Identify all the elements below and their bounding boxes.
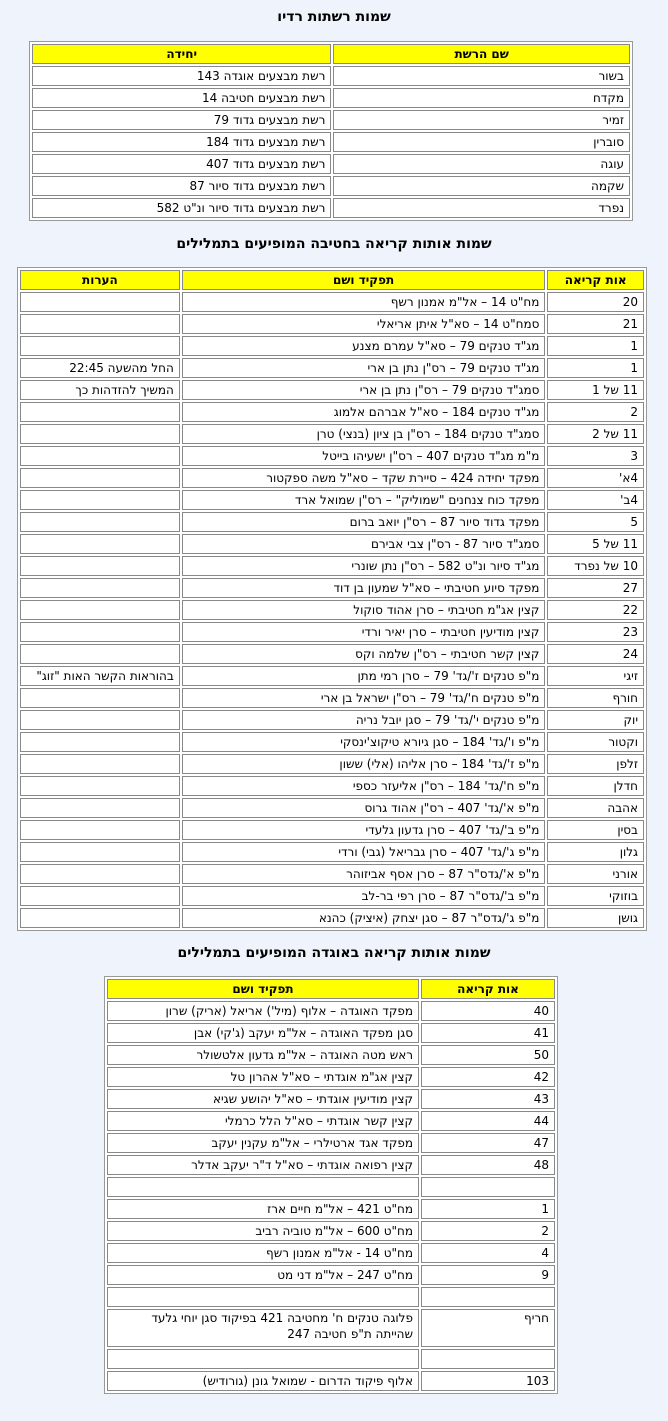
table-row bbox=[107, 1177, 555, 1197]
role-name-cell: סמג"ד טנקים 184 – רס"ן בן ציון (בנצי) טרן bbox=[182, 424, 546, 444]
notes-cell bbox=[20, 314, 180, 334]
notes-cell bbox=[20, 798, 180, 818]
role-name-cell: מג"ד סיור ונ"ט 582 – רס"ן נתן שונרי bbox=[182, 556, 546, 576]
role-name-cell: מג"ד טנקים 79 – סא"ל עמרם מצנע bbox=[182, 336, 546, 356]
table-row bbox=[107, 1309, 555, 1347]
table-row bbox=[20, 886, 644, 906]
notes-cell bbox=[20, 512, 180, 532]
callsign-cell: 9 bbox=[421, 1265, 555, 1285]
notes-cell bbox=[20, 336, 180, 356]
role-name-cell bbox=[107, 1349, 419, 1369]
table-row bbox=[20, 710, 644, 730]
table-row bbox=[20, 754, 644, 774]
brigade-callsigns-table bbox=[17, 267, 647, 931]
callsign-cell: חורף bbox=[547, 688, 644, 708]
notes-cell bbox=[20, 754, 180, 774]
table-row bbox=[20, 820, 644, 840]
table-row bbox=[32, 88, 630, 108]
callsign-cell: 2 bbox=[421, 1221, 555, 1241]
role-name-cell: מח"ט 421 – אל"מ חיים ארז bbox=[107, 1199, 419, 1219]
callsign-cell bbox=[421, 1287, 555, 1307]
role-name-cell: מ"פ ח'/גד' 184 – רס"ן אליעזר כספי bbox=[182, 776, 546, 796]
callsign-cell: 4ב' bbox=[547, 490, 644, 510]
division-callsigns-table bbox=[104, 976, 558, 1394]
header-unit: יחידה bbox=[32, 44, 331, 64]
notes-cell bbox=[20, 424, 180, 444]
callsign-cell bbox=[421, 1349, 555, 1369]
role-name-cell: מ"מ מג"ד טנקים 407 – רס"ן ישעיהו בייטל bbox=[182, 446, 546, 466]
role-name-cell: קצין מודיעין חטיבתי – סרן יאיר ורדי bbox=[182, 622, 546, 642]
table-row bbox=[20, 314, 644, 334]
callsign-cell: 11 של 1 bbox=[547, 380, 644, 400]
table-row bbox=[107, 1371, 555, 1391]
table-row bbox=[107, 1001, 555, 1021]
table-row bbox=[107, 1023, 555, 1043]
notes-cell bbox=[20, 644, 180, 664]
callsign-cell: 42 bbox=[421, 1067, 555, 1087]
notes-cell bbox=[20, 600, 180, 620]
callsign-cell: 2 bbox=[547, 402, 644, 422]
callsign-cell: זיגי bbox=[547, 666, 644, 686]
net-name-cell: בשור bbox=[333, 66, 630, 86]
role-name-cell: סמח"ט 14 – סא"ל איתן אריאלי bbox=[182, 314, 546, 334]
table-row bbox=[20, 446, 644, 466]
role-name-cell: מח"ט 247 – אל"מ דני מט bbox=[107, 1265, 419, 1285]
table-row bbox=[20, 842, 644, 862]
role-name-cell: מ"פ ו'/גד' 184 – סגן גיורא טיקוצ'ינסקי bbox=[182, 732, 546, 752]
header-notes: הערות bbox=[20, 270, 180, 290]
callsign-cell: 103 bbox=[421, 1371, 555, 1391]
table-row bbox=[107, 1155, 555, 1175]
role-name-cell: מפקד סיוע חטיבתי – סא"ל שמעון בן דוד bbox=[182, 578, 546, 598]
table-row bbox=[32, 66, 630, 86]
notes-cell bbox=[20, 710, 180, 730]
role-name-cell: קצין קשר אוגדתי – סא"ל הלל כרמלי bbox=[107, 1111, 419, 1131]
notes-cell bbox=[20, 776, 180, 796]
role-name-cell: מפקד יחידה 424 – סיירת שקד – סא"ל משה ספקטור bbox=[182, 468, 546, 488]
table-row bbox=[107, 1089, 555, 1109]
role-name-cell: מפקד אגד ארטילרי – אל"מ עקנין יעקב bbox=[107, 1133, 419, 1153]
table-row bbox=[107, 1199, 555, 1219]
unit-cell: רשת מבצעים גדוד 184 bbox=[32, 132, 331, 152]
role-name-cell: קצין אג"מ אוגדתי – סא"ל אהרון טל bbox=[107, 1067, 419, 1087]
notes-cell bbox=[20, 864, 180, 884]
table-row bbox=[107, 1243, 555, 1263]
callsign-cell: 1 bbox=[421, 1199, 555, 1219]
role-name-cell: אלוף פיקוד הדרום - שמואל גונן (גורודיש) bbox=[107, 1371, 419, 1391]
notes-cell bbox=[20, 688, 180, 708]
table-row bbox=[20, 732, 644, 752]
callsign-cell: גושן bbox=[547, 908, 644, 928]
callsign-cell: 23 bbox=[547, 622, 644, 642]
notes-cell bbox=[20, 578, 180, 598]
role-name-cell: מג"ד טנקים 184 – סא"ל אברהם אלמוג bbox=[182, 402, 546, 422]
role-name-cell: מפקד האוגדה – אלוף (מיל') אריאל (אריק) שרון bbox=[107, 1001, 419, 1021]
table-row bbox=[32, 154, 630, 174]
role-name-cell: מג"ד טנקים 79 – רס"ן נתן בן ארי bbox=[182, 358, 546, 378]
notes-cell bbox=[20, 820, 180, 840]
division-callsigns-title: שמות אותות קריאה באוגדה המופיעים בתמלילים bbox=[177, 945, 491, 961]
table-row bbox=[20, 578, 644, 598]
role-name-cell: מח"ט 600 – אל"מ טוביה רביב bbox=[107, 1221, 419, 1241]
callsign-cell: 4 bbox=[421, 1243, 555, 1263]
role-name-cell: סמג"ד טנקים 79 – רס"ן נתן בן ארי bbox=[182, 380, 546, 400]
role-name-cell bbox=[107, 1177, 419, 1197]
net-name-cell: זמיר bbox=[333, 110, 630, 130]
callsign-cell: 3 bbox=[547, 446, 644, 466]
unit-cell: רשת מבצעים גדוד סיור ונ"ט 582 bbox=[32, 198, 331, 218]
role-name-cell: מפקד גדוד סיור 87 – רס"ן יואב ברום bbox=[182, 512, 546, 532]
table-row bbox=[107, 1287, 555, 1307]
table-row bbox=[20, 534, 644, 554]
radio-nets-title: שמות רשתות רדיו bbox=[277, 9, 391, 25]
table-row bbox=[32, 198, 630, 218]
unit-cell: רשת מבצעים אוגדה 143 bbox=[32, 66, 331, 86]
callsign-cell: בוזוקי bbox=[547, 886, 644, 906]
table-row bbox=[20, 402, 644, 422]
table-row bbox=[20, 336, 644, 356]
callsign-cell: חדלן bbox=[547, 776, 644, 796]
net-name-cell: נפרד bbox=[333, 198, 630, 218]
role-name-cell: מ"פ טנקים ח'/גד' 79 – רס"ן ישראל בן ארי bbox=[182, 688, 546, 708]
header-net-name: שם הרשת bbox=[333, 44, 630, 64]
notes-cell bbox=[20, 402, 180, 422]
table-row bbox=[20, 600, 644, 620]
table-row bbox=[107, 1265, 555, 1285]
callsign-cell: חריף bbox=[421, 1309, 555, 1347]
role-name-cell: קצין אג"מ חטיבתי – סרן אהוד סוקול bbox=[182, 600, 546, 620]
header-role-name: תפקיד ושם bbox=[107, 979, 419, 999]
callsign-cell: 1 bbox=[547, 358, 644, 378]
table-row bbox=[32, 132, 630, 152]
table-row bbox=[20, 622, 644, 642]
notes-cell bbox=[20, 490, 180, 510]
table-row bbox=[20, 556, 644, 576]
callsign-cell: יוק bbox=[547, 710, 644, 730]
role-name-cell: מ"פ ב'/גדס"ר 87 – סרן רפי בר-לב bbox=[182, 886, 546, 906]
table-row bbox=[107, 1067, 555, 1087]
notes-cell bbox=[20, 732, 180, 752]
notes-cell bbox=[20, 292, 180, 312]
table-row bbox=[20, 512, 644, 532]
role-name-cell: קצין רפואה אוגדתי – סא"ל ד"ר יעקב אדלר bbox=[107, 1155, 419, 1175]
callsign-cell: 22 bbox=[547, 600, 644, 620]
header-callsign: אות קריאה bbox=[547, 270, 644, 290]
table-row bbox=[107, 1045, 555, 1065]
role-name-cell: ראש מטה האוגדה – אל"מ גדעון אלטשולר bbox=[107, 1045, 419, 1065]
role-name-cell: סמג"ד סיור 87 - רס"ן צבי אבירם bbox=[182, 534, 546, 554]
table-row bbox=[107, 1349, 555, 1369]
table-row bbox=[20, 292, 644, 312]
net-name-cell: סוברין bbox=[333, 132, 630, 152]
role-name-cell: קצין מודיעין אוגדתי – סא"ל יהושע שגיא bbox=[107, 1089, 419, 1109]
callsign-cell bbox=[421, 1177, 555, 1197]
notes-cell: בהוראות הקשר האות "זוג" bbox=[20, 666, 180, 686]
table-row bbox=[20, 490, 644, 510]
notes-cell bbox=[20, 908, 180, 928]
role-name-cell: מ"פ ב'/גד' 407 – סרן גדעון גלעדי bbox=[182, 820, 546, 840]
callsign-cell: 27 bbox=[547, 578, 644, 598]
callsign-cell: 4א' bbox=[547, 468, 644, 488]
notes-cell bbox=[20, 534, 180, 554]
net-name-cell: שקמה bbox=[333, 176, 630, 196]
role-name-cell: קצין קשר חטיבתי – רס"ן שלמה וקס bbox=[182, 644, 546, 664]
role-name-cell: מ"פ טנקים ז'/גד' 79 – סרן רמי מתן bbox=[182, 666, 546, 686]
callsign-cell: 40 bbox=[421, 1001, 555, 1021]
callsign-cell: 21 bbox=[547, 314, 644, 334]
table-row bbox=[20, 864, 644, 884]
callsign-cell: 47 bbox=[421, 1133, 555, 1153]
table-row bbox=[20, 776, 644, 796]
callsign-cell: 41 bbox=[421, 1023, 555, 1043]
callsign-cell: אהבה bbox=[547, 798, 644, 818]
role-name-cell bbox=[107, 1287, 419, 1307]
unit-cell: רשת מבצעים גדוד סיור 87 bbox=[32, 176, 331, 196]
role-name-cell: מ"פ ג'/גדס"ר 87 – סגן יצחק (איציק) כהנא bbox=[182, 908, 546, 928]
callsign-cell: 48 bbox=[421, 1155, 555, 1175]
callsign-cell: 24 bbox=[547, 644, 644, 664]
table-row bbox=[20, 644, 644, 664]
callsign-cell: זלפן bbox=[547, 754, 644, 774]
callsign-cell: 1 bbox=[547, 336, 644, 356]
brigade-callsigns-title: שמות אותות קריאה בחטיבה המופיעים בתמלילים bbox=[176, 236, 492, 252]
role-name-cell: מ"פ א'/גדס"ר 87 – סרן אסף אביזוהר bbox=[182, 864, 546, 884]
role-name-cell: מפקד כוח צנחנים "שמוליק" – רס"ן שמואל ארד bbox=[182, 490, 546, 510]
role-name-cell: מח"ט 14 - אל"מ אמנון רשף bbox=[107, 1243, 419, 1263]
table-row bbox=[20, 358, 644, 378]
callsign-cell: גלון bbox=[547, 842, 644, 862]
role-name-cell: מ"פ ג'/גד' 407 – סרן גבריאל (גבי) ורדי bbox=[182, 842, 546, 862]
role-name-cell: מח"ט 14 – אל"מ אמנון רשף bbox=[182, 292, 546, 312]
radio-nets-table bbox=[29, 41, 633, 221]
table-row bbox=[107, 1111, 555, 1131]
header-role-name: תפקיד ושם bbox=[182, 270, 546, 290]
notes-cell bbox=[20, 622, 180, 642]
callsign-cell: 44 bbox=[421, 1111, 555, 1131]
notes-cell bbox=[20, 886, 180, 906]
notes-cell bbox=[20, 556, 180, 576]
callsign-cell: וקטור bbox=[547, 732, 644, 752]
role-name-cell: מ"פ טנקים י'/גד' 79 – סגן יובל נריה bbox=[182, 710, 546, 730]
table-row bbox=[20, 468, 644, 488]
role-name-cell: מ"פ ז'/גד' 184 – סרן אליהו (אלי) ששון bbox=[182, 754, 546, 774]
table-row bbox=[20, 380, 644, 400]
net-name-cell: מקדח bbox=[333, 88, 630, 108]
callsign-cell: 50 bbox=[421, 1045, 555, 1065]
notes-cell bbox=[20, 468, 180, 488]
notes-cell bbox=[20, 446, 180, 466]
table-row bbox=[107, 1133, 555, 1153]
table-row bbox=[20, 798, 644, 818]
table-row bbox=[20, 424, 644, 444]
table-row bbox=[32, 110, 630, 130]
table-row bbox=[107, 1221, 555, 1241]
table-row bbox=[20, 688, 644, 708]
callsign-cell: בסין bbox=[547, 820, 644, 840]
table-row bbox=[20, 666, 644, 686]
net-name-cell: עוגה bbox=[333, 154, 630, 174]
notes-cell: החל מהשעה 22:45 bbox=[20, 358, 180, 378]
callsign-cell: 10 של נפרד bbox=[547, 556, 644, 576]
unit-cell: רשת מבצעים חטיבה 14 bbox=[32, 88, 331, 108]
role-name-cell: פלוגה טנקים ח' מחטיבה 421 בפיקוד סגן יוחי גלעד שהייתה ת"פ חטיבה 247 bbox=[107, 1309, 419, 1347]
notes-cell bbox=[20, 842, 180, 862]
role-name-cell: מ"פ א'/גד' 407 – רס"ן אהוד גרוס bbox=[182, 798, 546, 818]
role-name-cell: סגן מפקד האוגדה – אל"מ יעקב (ג'קי) אבן bbox=[107, 1023, 419, 1043]
callsign-cell: 5 bbox=[547, 512, 644, 532]
callsign-cell: 43 bbox=[421, 1089, 555, 1109]
callsign-cell: 11 של 2 bbox=[547, 424, 644, 444]
callsign-cell: אורני bbox=[547, 864, 644, 884]
callsign-cell: 11 של 5 bbox=[547, 534, 644, 554]
notes-cell: המשיך להזדהות כך bbox=[20, 380, 180, 400]
unit-cell: רשת מבצעים גדוד 79 bbox=[32, 110, 331, 130]
table-row bbox=[20, 908, 644, 928]
table-row bbox=[32, 176, 630, 196]
callsign-cell: 20 bbox=[547, 292, 644, 312]
header-callsign: אות קריאה bbox=[421, 979, 555, 999]
unit-cell: רשת מבצעים גדוד 407 bbox=[32, 154, 331, 174]
